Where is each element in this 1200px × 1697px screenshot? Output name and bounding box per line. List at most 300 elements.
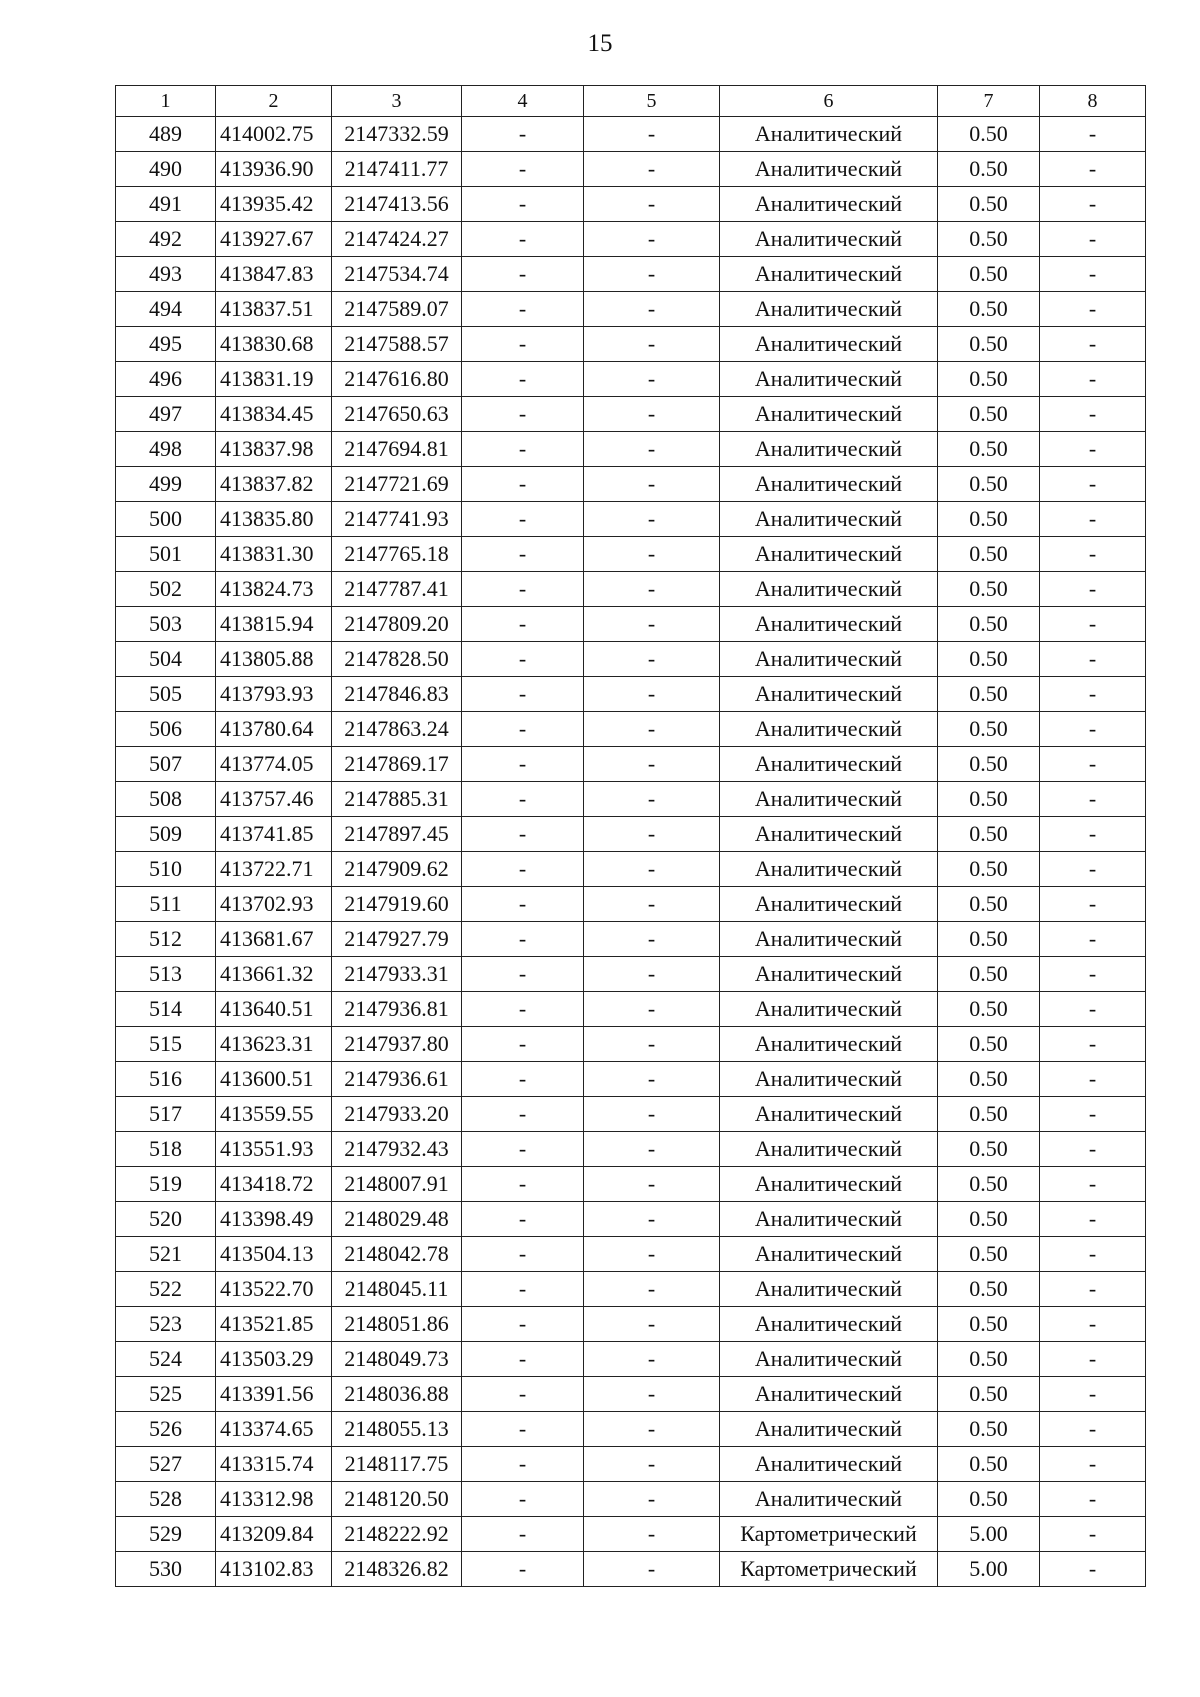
table-row	[116, 1517, 1146, 1552]
col-5-cell: -	[584, 362, 720, 397]
y-coordinate-cell: 2147588.57	[332, 327, 462, 362]
point-number-cell: 524	[116, 1342, 216, 1377]
col-8-header: 8	[1040, 86, 1146, 117]
table-row	[116, 1132, 1146, 1167]
col-5-cell: -	[584, 1097, 720, 1132]
accuracy-cell: 5.00	[938, 1552, 1040, 1587]
accuracy-cell: 0.50	[938, 712, 1040, 747]
col-5-header: 5	[584, 86, 720, 117]
table-row	[116, 467, 1146, 502]
point-number-cell: 503	[116, 607, 216, 642]
table-row	[116, 397, 1146, 432]
x-coordinate-cell: 413623.31	[216, 1027, 332, 1062]
x-coordinate-cell: 413398.49	[216, 1202, 332, 1237]
col-4-cell: -	[462, 747, 584, 782]
col-4-cell: -	[462, 292, 584, 327]
accuracy-cell: 0.50	[938, 1412, 1040, 1447]
col-4-cell: -	[462, 537, 584, 572]
y-coordinate-cell: 2147932.43	[332, 1132, 462, 1167]
point-number-cell: 494	[116, 292, 216, 327]
method-cell: Аналитический	[720, 187, 938, 222]
col-5-cell: -	[584, 152, 720, 187]
x-coordinate-cell: 413681.67	[216, 922, 332, 957]
col-5-cell: -	[584, 1517, 720, 1552]
col-5-cell: -	[584, 887, 720, 922]
col-5-cell: -	[584, 1202, 720, 1237]
col-8-cell: -	[1040, 1202, 1146, 1237]
col-4-cell: -	[462, 1552, 584, 1587]
col-8-cell: -	[1040, 467, 1146, 502]
col-8-cell: -	[1040, 1237, 1146, 1272]
accuracy-cell: 0.50	[938, 852, 1040, 887]
y-coordinate-cell: 2147424.27	[332, 222, 462, 257]
col-4-cell: -	[462, 362, 584, 397]
col-8-cell: -	[1040, 502, 1146, 537]
col-5-cell: -	[584, 502, 720, 537]
point-number-cell: 512	[116, 922, 216, 957]
x-coordinate-cell: 413418.72	[216, 1167, 332, 1202]
col-8-cell: -	[1040, 817, 1146, 852]
x-coordinate-cell: 413391.56	[216, 1377, 332, 1412]
col-8-cell: -	[1040, 642, 1146, 677]
x-coordinate-cell: 413793.93	[216, 677, 332, 712]
x-coordinate-cell: 413551.93	[216, 1132, 332, 1167]
table-row	[116, 572, 1146, 607]
col-5-cell: -	[584, 1272, 720, 1307]
accuracy-cell: 0.50	[938, 1342, 1040, 1377]
x-coordinate-cell: 413935.42	[216, 187, 332, 222]
method-cell: Аналитический	[720, 1482, 938, 1517]
table-row	[116, 817, 1146, 852]
accuracy-cell: 0.50	[938, 1097, 1040, 1132]
accuracy-cell: 0.50	[938, 642, 1040, 677]
col-8-cell: -	[1040, 222, 1146, 257]
accuracy-cell: 0.50	[938, 1272, 1040, 1307]
col-5-cell: -	[584, 257, 720, 292]
col-5-cell: -	[584, 572, 720, 607]
col-4-cell: -	[462, 922, 584, 957]
col-4-cell: -	[462, 397, 584, 432]
col-8-cell: -	[1040, 992, 1146, 1027]
point-number-cell: 511	[116, 887, 216, 922]
y-coordinate-cell: 2147411.77	[332, 152, 462, 187]
accuracy-cell: 0.50	[938, 257, 1040, 292]
x-coordinate-cell: 413780.64	[216, 712, 332, 747]
col-4-cell: -	[462, 187, 584, 222]
y-coordinate-cell: 2147721.69	[332, 467, 462, 502]
x-coordinate-cell: 413312.98	[216, 1482, 332, 1517]
col-4-cell: -	[462, 1377, 584, 1412]
method-cell: Аналитический	[720, 1027, 938, 1062]
col-4-cell: -	[462, 642, 584, 677]
method-cell: Аналитический	[720, 432, 938, 467]
x-coordinate-cell: 413774.05	[216, 747, 332, 782]
col-4-cell: -	[462, 257, 584, 292]
y-coordinate-cell: 2147846.83	[332, 677, 462, 712]
table-row	[116, 502, 1146, 537]
table-row	[116, 922, 1146, 957]
table-row	[116, 887, 1146, 922]
x-coordinate-cell: 413102.83	[216, 1552, 332, 1587]
col-5-cell: -	[584, 1447, 720, 1482]
point-number-cell: 493	[116, 257, 216, 292]
col-5-cell: -	[584, 467, 720, 502]
accuracy-cell: 0.50	[938, 887, 1040, 922]
method-cell: Аналитический	[720, 1237, 938, 1272]
method-cell: Аналитический	[720, 712, 938, 747]
col-4-cell: -	[462, 572, 584, 607]
accuracy-cell: 0.50	[938, 957, 1040, 992]
table-row	[116, 1552, 1146, 1587]
method-cell: Аналитический	[720, 1342, 938, 1377]
x-coordinate-cell: 413722.71	[216, 852, 332, 887]
method-cell: Аналитический	[720, 1097, 938, 1132]
method-cell: Аналитический	[720, 922, 938, 957]
point-number-cell: 498	[116, 432, 216, 467]
point-number-cell: 520	[116, 1202, 216, 1237]
point-number-cell: 491	[116, 187, 216, 222]
table-row	[116, 782, 1146, 817]
col-5-cell: -	[584, 642, 720, 677]
method-cell: Аналитический	[720, 327, 938, 362]
col-8-cell: -	[1040, 1412, 1146, 1447]
col-5-cell: -	[584, 1167, 720, 1202]
y-coordinate-cell: 2147885.31	[332, 782, 462, 817]
method-cell: Аналитический	[720, 887, 938, 922]
y-coordinate-cell: 2147869.17	[332, 747, 462, 782]
y-coordinate-cell: 2147863.24	[332, 712, 462, 747]
y-coordinate-cell: 2148051.86	[332, 1307, 462, 1342]
table-body	[116, 117, 1146, 1587]
point-number-cell: 505	[116, 677, 216, 712]
table-row	[116, 362, 1146, 397]
col-8-cell: -	[1040, 1027, 1146, 1062]
accuracy-cell: 0.50	[938, 362, 1040, 397]
accuracy-cell: 0.50	[938, 817, 1040, 852]
table-row	[116, 222, 1146, 257]
col-4-cell: -	[462, 1482, 584, 1517]
point-number-cell: 506	[116, 712, 216, 747]
point-number-cell: 496	[116, 362, 216, 397]
y-coordinate-cell: 2147650.63	[332, 397, 462, 432]
col-4-cell: -	[462, 1342, 584, 1377]
col-5-cell: -	[584, 292, 720, 327]
col-5-cell: -	[584, 1237, 720, 1272]
method-cell: Аналитический	[720, 1202, 938, 1237]
x-coordinate-cell: 413815.94	[216, 607, 332, 642]
accuracy-cell: 0.50	[938, 992, 1040, 1027]
x-coordinate-cell: 413927.67	[216, 222, 332, 257]
col-5-cell: -	[584, 712, 720, 747]
col-4-cell: -	[462, 607, 584, 642]
y-coordinate-cell: 2147897.45	[332, 817, 462, 852]
method-cell: Аналитический	[720, 397, 938, 432]
table-row	[116, 1307, 1146, 1342]
x-coordinate-cell: 413600.51	[216, 1062, 332, 1097]
method-cell: Аналитический	[720, 1167, 938, 1202]
method-cell: Аналитический	[720, 1062, 938, 1097]
point-number-cell: 530	[116, 1552, 216, 1587]
point-number-cell: 519	[116, 1167, 216, 1202]
point-number-cell: 528	[116, 1482, 216, 1517]
accuracy-cell: 0.50	[938, 747, 1040, 782]
y-coordinate-cell: 2148036.88	[332, 1377, 462, 1412]
point-number-cell: 510	[116, 852, 216, 887]
point-number-cell: 513	[116, 957, 216, 992]
table-row	[116, 292, 1146, 327]
x-coordinate-cell: 413831.19	[216, 362, 332, 397]
col-8-cell: -	[1040, 292, 1146, 327]
accuracy-cell: 0.50	[938, 782, 1040, 817]
x-coordinate-cell: 413837.82	[216, 467, 332, 502]
accuracy-cell: 0.50	[938, 467, 1040, 502]
table-row	[116, 257, 1146, 292]
col-4-cell: -	[462, 1132, 584, 1167]
col-5-cell: -	[584, 397, 720, 432]
col-8-cell: -	[1040, 1517, 1146, 1552]
table-row	[116, 1447, 1146, 1482]
point-number-cell: 500	[116, 502, 216, 537]
accuracy-cell: 0.50	[938, 222, 1040, 257]
y-coordinate-cell: 2147787.41	[332, 572, 462, 607]
method-cell: Аналитический	[720, 117, 938, 152]
col-5-cell: -	[584, 747, 720, 782]
table-row	[116, 1237, 1146, 1272]
x-coordinate-cell: 413837.98	[216, 432, 332, 467]
method-cell: Аналитический	[720, 957, 938, 992]
col-method-header: 6	[720, 86, 938, 117]
method-cell: Аналитический	[720, 152, 938, 187]
accuracy-cell: 0.50	[938, 677, 1040, 712]
y-coordinate-cell: 2147332.59	[332, 117, 462, 152]
y-coordinate-cell: 2148049.73	[332, 1342, 462, 1377]
col-4-cell: -	[462, 782, 584, 817]
col-4-cell: -	[462, 222, 584, 257]
point-number-cell: 497	[116, 397, 216, 432]
point-number-cell: 507	[116, 747, 216, 782]
col-5-cell: -	[584, 1412, 720, 1447]
accuracy-cell: 0.50	[938, 1307, 1040, 1342]
point-number-cell: 525	[116, 1377, 216, 1412]
col-8-cell: -	[1040, 397, 1146, 432]
accuracy-cell: 0.50	[938, 537, 1040, 572]
col-8-cell: -	[1040, 677, 1146, 712]
col-5-cell: -	[584, 432, 720, 467]
col-5-cell: -	[584, 222, 720, 257]
col-5-cell: -	[584, 537, 720, 572]
accuracy-cell: 0.50	[938, 922, 1040, 957]
col-5-cell: -	[584, 1027, 720, 1062]
point-number-cell: 518	[116, 1132, 216, 1167]
point-number-cell: 515	[116, 1027, 216, 1062]
method-cell: Аналитический	[720, 642, 938, 677]
col-5-cell: -	[584, 1482, 720, 1517]
point-number-cell: 502	[116, 572, 216, 607]
col-4-cell: -	[462, 1307, 584, 1342]
y-coordinate-cell: 2148045.11	[332, 1272, 462, 1307]
accuracy-cell: 0.50	[938, 572, 1040, 607]
point-number-cell: 517	[116, 1097, 216, 1132]
x-coordinate-cell: 413559.55	[216, 1097, 332, 1132]
table-row	[116, 1202, 1146, 1237]
y-coordinate-cell: 2147933.31	[332, 957, 462, 992]
coordinates-table	[115, 85, 1146, 1587]
col-4-cell: -	[462, 152, 584, 187]
table-row	[116, 1272, 1146, 1307]
method-cell: Аналитический	[720, 817, 938, 852]
table-row	[116, 747, 1146, 782]
col-8-cell: -	[1040, 1097, 1146, 1132]
col-5-cell: -	[584, 817, 720, 852]
y-coordinate-cell: 2148042.78	[332, 1237, 462, 1272]
table-row	[116, 1482, 1146, 1517]
col-4-cell: -	[462, 957, 584, 992]
col-5-cell: -	[584, 187, 720, 222]
col-8-cell: -	[1040, 747, 1146, 782]
x-coordinate-cell: 413522.70	[216, 1272, 332, 1307]
col-5-cell: -	[584, 1342, 720, 1377]
method-cell: Аналитический	[720, 747, 938, 782]
table-row	[116, 1027, 1146, 1062]
col-8-cell: -	[1040, 1482, 1146, 1517]
method-cell: Аналитический	[720, 222, 938, 257]
x-coordinate-cell: 413741.85	[216, 817, 332, 852]
method-cell: Аналитический	[720, 292, 938, 327]
col-8-cell: -	[1040, 187, 1146, 222]
col-4-cell: -	[462, 1412, 584, 1447]
method-cell: Аналитический	[720, 502, 938, 537]
point-number-cell: 504	[116, 642, 216, 677]
accuracy-cell: 0.50	[938, 1377, 1040, 1412]
page-number: 15	[587, 30, 613, 57]
col-8-cell: -	[1040, 1062, 1146, 1097]
table-row	[116, 957, 1146, 992]
method-cell: Аналитический	[720, 467, 938, 502]
col-4-cell: -	[462, 992, 584, 1027]
col-5-cell: -	[584, 117, 720, 152]
point-number-cell: 522	[116, 1272, 216, 1307]
col-4-cell: -	[462, 1062, 584, 1097]
x-coordinate-cell: 413702.93	[216, 887, 332, 922]
accuracy-cell: 0.50	[938, 1447, 1040, 1482]
y-coordinate-cell: 2147741.93	[332, 502, 462, 537]
accuracy-cell: 0.50	[938, 187, 1040, 222]
col-5-cell: -	[584, 957, 720, 992]
col-4-cell: -	[462, 502, 584, 537]
col-4-cell: -	[462, 1027, 584, 1062]
col-8-cell: -	[1040, 327, 1146, 362]
accuracy-cell: 0.50	[938, 432, 1040, 467]
point-number-cell: 529	[116, 1517, 216, 1552]
y-coordinate-cell: 2147828.50	[332, 642, 462, 677]
col-8-cell: -	[1040, 1447, 1146, 1482]
point-number-cell: 490	[116, 152, 216, 187]
col-4-cell: -	[462, 1237, 584, 1272]
accuracy-cell: 0.50	[938, 1027, 1040, 1062]
col-8-cell: -	[1040, 1377, 1146, 1412]
y-coordinate-cell: 2148222.92	[332, 1517, 462, 1552]
col-8-cell: -	[1040, 782, 1146, 817]
y-coordinate-cell: 2147765.18	[332, 537, 462, 572]
table-row	[116, 537, 1146, 572]
x-coordinate-cell: 413830.68	[216, 327, 332, 362]
method-cell: Аналитический	[720, 607, 938, 642]
col-4-cell: -	[462, 1202, 584, 1237]
point-number-cell: 521	[116, 1237, 216, 1272]
y-coordinate-cell: 2147927.79	[332, 922, 462, 957]
accuracy-cell: 0.50	[938, 1167, 1040, 1202]
col-5-cell: -	[584, 1132, 720, 1167]
col-accuracy-header: 7	[938, 86, 1040, 117]
table-row	[116, 1412, 1146, 1447]
col-5-cell: -	[584, 1377, 720, 1412]
col-5-cell: -	[584, 327, 720, 362]
col-4-cell: -	[462, 677, 584, 712]
col-8-cell: -	[1040, 152, 1146, 187]
col-5-cell: -	[584, 1552, 720, 1587]
col-8-cell: -	[1040, 1307, 1146, 1342]
col-5-cell: -	[584, 922, 720, 957]
x-coordinate-cell: 414002.75	[216, 117, 332, 152]
table-row	[116, 712, 1146, 747]
table-row	[116, 677, 1146, 712]
method-cell: Аналитический	[720, 992, 938, 1027]
x-coordinate-cell: 413837.51	[216, 292, 332, 327]
col-8-cell: -	[1040, 432, 1146, 467]
accuracy-cell: 0.50	[938, 152, 1040, 187]
col-8-cell: -	[1040, 1132, 1146, 1167]
y-coordinate-cell: 2147936.61	[332, 1062, 462, 1097]
col-8-cell: -	[1040, 1272, 1146, 1307]
accuracy-cell: 0.50	[938, 1237, 1040, 1272]
method-cell: Аналитический	[720, 1307, 938, 1342]
accuracy-cell: 0.50	[938, 1482, 1040, 1517]
method-cell: Картометрический	[720, 1552, 938, 1587]
x-coordinate-cell: 413504.13	[216, 1237, 332, 1272]
method-cell: Аналитический	[720, 852, 938, 887]
method-cell: Аналитический	[720, 677, 938, 712]
accuracy-cell: 0.50	[938, 327, 1040, 362]
table-row	[116, 432, 1146, 467]
x-coordinate-cell: 413315.74	[216, 1447, 332, 1482]
point-number-cell: 501	[116, 537, 216, 572]
x-coordinate-cell: 413661.32	[216, 957, 332, 992]
table-row	[116, 1342, 1146, 1377]
table-row	[116, 327, 1146, 362]
table-row	[116, 152, 1146, 187]
col-8-cell: -	[1040, 887, 1146, 922]
col-4-cell: -	[462, 1447, 584, 1482]
col-4-cell: -	[462, 327, 584, 362]
col-8-cell: -	[1040, 1342, 1146, 1377]
method-cell: Аналитический	[720, 537, 938, 572]
x-coordinate-cell: 413824.73	[216, 572, 332, 607]
col-4-cell: -	[462, 1167, 584, 1202]
point-number-cell: 499	[116, 467, 216, 502]
col-4-cell: -	[462, 852, 584, 887]
y-coordinate-cell: 2147937.80	[332, 1027, 462, 1062]
y-coordinate-cell: 2148007.91	[332, 1167, 462, 1202]
point-number-cell: 495	[116, 327, 216, 362]
col-4-cell: -	[462, 887, 584, 922]
table-row	[116, 992, 1146, 1027]
col-x-header: 2	[216, 86, 332, 117]
point-number-cell: 492	[116, 222, 216, 257]
point-number-cell: 523	[116, 1307, 216, 1342]
col-4-cell: -	[462, 432, 584, 467]
col-8-cell: -	[1040, 1167, 1146, 1202]
y-coordinate-cell: 2147534.74	[332, 257, 462, 292]
